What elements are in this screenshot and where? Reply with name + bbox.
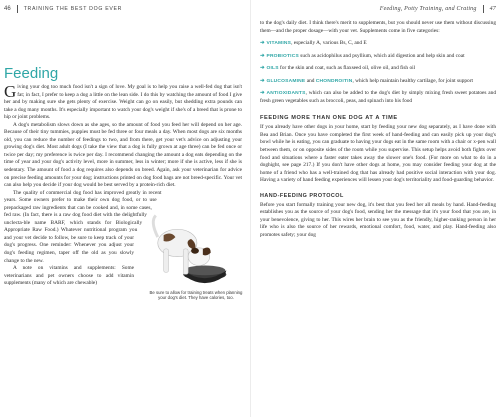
bullet-keyword-2: CHONDROITIN xyxy=(315,78,353,84)
multiple-dogs-paragraph: If you already have other dogs in your home, start by feeding your new dog separately, as I have done with Bea and Brian. Once you have completed the first week of hand-feeding and can easily pick up your dog's bowl while he is eating, you can graduate to having your dogs eat in the same room with a chair or x-pen wall between them, or on opposite sides of the room while you supervise. This setup helps avoid both fights over food and situations where a faster eater takes away the slower one's food. (For more on what to do in a doghight, see page 217.) If you don't have other dogs at home, you may consider feeding your dog at the home of a friend who has a well-trained dog that has already had positive social interaction with your dog. Having a variety of hand feeding experiences will lessen your dog's territoriality and food-guarding behavior. xyxy=(260,124,496,184)
bullet-text: for the skin and coat, such as flaxseed oil, olive oil, and fish oil xyxy=(278,65,416,72)
bullet-oils xyxy=(260,65,496,73)
bullet-text: , especially A, various Bs, C, and E xyxy=(291,40,367,47)
running-head: Feeding, Potty Training, and Crating xyxy=(379,6,477,12)
bullet-keyword: VITAMINS xyxy=(266,41,292,47)
bullet-keyword: GLUCOSAMINE xyxy=(266,78,306,84)
left-page-header xyxy=(4,0,242,18)
header-divider xyxy=(17,5,18,13)
book-title: TRAINING THE BEST DOG EVER xyxy=(23,6,123,12)
dog-photo-figure xyxy=(138,192,246,316)
arrow-bullet-icon: ➜ xyxy=(260,77,265,84)
arrow-bullet-icon: ➜ xyxy=(260,40,265,47)
arrow-bullet-icon: ➜ xyxy=(260,52,265,59)
dog-eating-photo xyxy=(146,192,244,290)
arrow-bullet-icon: ➜ xyxy=(260,65,265,72)
photo-wrap-block xyxy=(4,189,243,301)
bullet-antioxidants xyxy=(260,90,496,105)
bullet-keyword: ANTIOXIDANTS xyxy=(266,91,306,97)
subheading-multiple-dogs: FEEDING MORE THAN ONE DOG AT A TIME xyxy=(260,115,398,122)
header-divider xyxy=(483,5,484,13)
bullet-text: such as acidophilus and psyllium, which aid digestion and help skin and coat xyxy=(298,52,465,59)
bullet-text: , which can also be added to the dog's diet by simply mixing fresh sweet potatoes and fresh green vegetables such as broccoli, peas, and spinach into his food xyxy=(260,90,496,104)
bullet-probiotics xyxy=(260,53,496,61)
drop-cap: G xyxy=(4,82,17,101)
subheading-hand-feeding: HAND-FEEDING PROTOCOL xyxy=(260,192,344,199)
right-page xyxy=(252,0,500,417)
bullet-vitamins xyxy=(260,40,496,48)
body-paragraph-3: The quality of commercial dog food has improved greatly in recent years. Some owners prefer to make their own dog food, or to use prepackaged raw ingredients that can be cooked and, in some cases, fed raw. (In fact, there is a raw dog food diet with the delightfully unclecta-ble name BARF, which stands for Biologically Appropriate Raw Food.) Whatever nutritional program you and your vet decide to follow, be sure to keep track of your dog's progress. One reminder: Whenever you adjust your dog's feeding regimen, taper off the old as you slowly change to the new. xyxy=(4,189,162,264)
intro-paragraph: to the dog's daily diet. I think there's merit to supplements, but you should never use them without discussing them—and the proper dosage—with your vet. Supplements come in five categories: xyxy=(260,20,496,34)
arrow-bullet-icon: ➜ xyxy=(260,90,265,97)
body-paragraph-4: A note on vitamins and supplements: Some veterinarians and pet owners choose to add vitamin supplements (many of which are chewable) xyxy=(4,265,134,287)
bullet-glucosamine xyxy=(260,78,496,86)
left-page-number: 46 xyxy=(4,6,11,12)
section-title: Feeding xyxy=(4,65,59,82)
body-paragraph-1 xyxy=(4,84,242,122)
right-page-number: 47 xyxy=(489,6,496,12)
bullet-text-2: , which help maintain healthy cartilage, for joint support xyxy=(352,77,473,84)
paragraph-text: iving your dog too much food isn't a sign of love. My goal is to help you raise a well-fed dog that isn't fat; in fact, I prefer to keep a dog a little on the lean side. I do this by watching the amount of food I give her and by making sure she gets plenty of exercise. Weight can go on easily, but shedding extra pounds can take a dog many months. It's especially important to watch your dog's weight if she's of a breed that is prone to hip or joint problems. xyxy=(4,84,242,121)
body-paragraph-2: A dog's metabolism slows down as she ages, so the amount of food you feed her will depend on her age. Because of their tiny tummies, puppies must be fed three or four meals a day. When most dogs are six months old, you can reduce the number of feedings to two, and from there, get your vet's advice on adjusting your growing dog's diet. Most adult dogs (I take the view that a dog is fully grown at age three) can be fed once or twice per day; my preference is twice per day. I recommend changing the amount a dog eats depending on the time of year and your dog's activity level, more in summer, less in winter; more if she is active, less if she is sedentary. The amount of food a dog requires also depends on breed. Again, ask your veterinarian for advice on precise feeding amounts for your dog; instructions printed on dog food bags are not breed-specific. Your vet can also help you decide if your dog would be best served by a protein-rich diet. xyxy=(4,121,242,189)
page-gutter xyxy=(250,0,251,417)
right-page-header xyxy=(260,0,496,18)
hand-feeding-paragraph: Before you start formally training your new dog, it's best that you feed her all meals by hand. Hand-feeding establishes you as the source of your dog's food, sending her the message that it's your food that you are, in your benevolence, giving to her. This wires her brain to see you as the friendly, higher-ranking person in her life who is also the source of her rewards, emotional comfort, food, water, and play. Hand-feeding also promotes safety; your dog xyxy=(260,201,496,238)
bullet-keyword: PROBIOTICS xyxy=(266,53,299,59)
bullet-text: and xyxy=(305,77,316,84)
bullet-keyword: OILS xyxy=(266,66,279,72)
photo-caption: Be sure to allow for training treats when planning your dog's diet. They have calories, too. xyxy=(149,289,243,301)
